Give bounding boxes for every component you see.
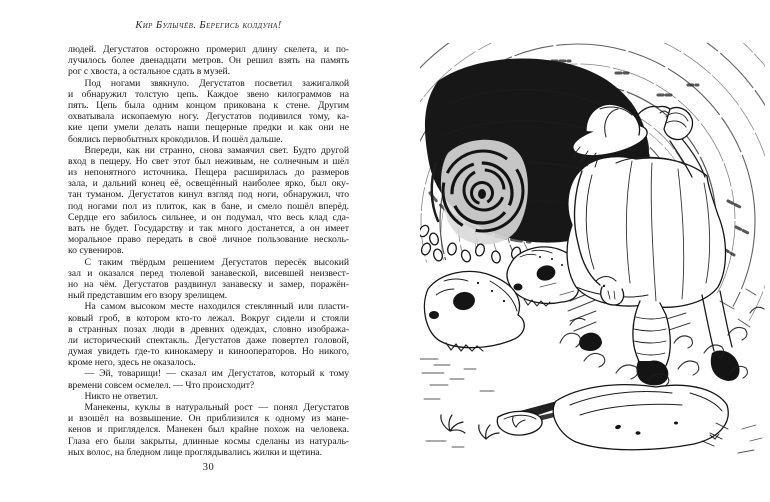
text-line: моральное право передать в своё личное пользование несколь- <box>68 234 349 246</box>
front-boot <box>637 360 669 385</box>
text-line: ковый гроб, в котором кто-то лежал. Вокруг сидели и стояли <box>68 312 349 324</box>
text-line: кие цепи умели делать наши пещерные предки и как они не <box>68 122 349 134</box>
page-number: 30 <box>202 461 215 473</box>
text-line: Сердце его забилось сильнее, и он подумал, что весь клад сда- <box>68 211 349 223</box>
text-line: и обнаружил толстую цепь. Каждое звено килограммов на <box>68 88 349 100</box>
text-line: — Эй, товарищи! — сказал им Дегустатов, который к тому <box>84 368 349 380</box>
text-column <box>68 44 349 458</box>
text-line: вать не будет. Государству и так много достанется, а он имеет <box>68 223 349 234</box>
text-line: думая увидеть где-то кинокамеру и кинооператоров. Но никого, <box>68 346 349 358</box>
man-figure <box>567 104 739 385</box>
text-line: рог с хвоста, а остальное сдать в музей. <box>68 66 231 78</box>
cave-illustration <box>420 43 765 455</box>
text-line: зал и оказался перед тюлевой занавеской, висевшей неизвест- <box>68 267 349 279</box>
left-shoe <box>579 333 602 351</box>
text-line: Впереди, как ни странно, снова замаячил свет. Будто другой <box>84 144 349 156</box>
text-line: Глаза его были закрыты, длинные космы сделаны из натураль- <box>68 435 349 447</box>
small-slab <box>497 411 542 435</box>
text-line: людей. Дегустатов осторожно промерил длину скелета, и по- <box>68 44 349 55</box>
text-line: кроме него, здесь не оказалось. <box>68 357 196 369</box>
text-line: охватывала ископаемую ногу. Дегустатов подивился тому, ка- <box>68 111 349 123</box>
flat-rock <box>516 385 728 450</box>
text-line: ли исторический спектакль. Дегустатов даже повертел головой, <box>68 334 349 346</box>
text-line: ко сувениров. <box>68 245 124 257</box>
rolled-cuff <box>664 107 693 139</box>
text-line: Манекены, куклы в натуральный рост — понял Дегустатов <box>84 402 349 413</box>
text-line: зала, и дальний конец её, освещённый наиболее ярко, был оку- <box>68 178 349 190</box>
text-line: ный представшим его взору зрелищем. <box>68 290 228 302</box>
text-line: ных волос, на бледном лице проглядывались жилки и щетина. <box>68 446 323 458</box>
left-page <box>68 20 349 473</box>
text-line: кенов и пригляделся. Манекен был крайне похож на человека. <box>68 424 349 436</box>
text-line: Никто не ответил. <box>84 390 159 402</box>
running-header: Кир Булычёв. Берегись колдуна! <box>135 20 282 31</box>
text-line: и взошёл на возвышение. Он приблизился к одному из мане- <box>68 413 349 425</box>
text-line: вход в пещеру. Но свет этот был неживым, не солнечным и шёл <box>68 155 349 167</box>
text-line: в странных позах люди в древних одеждах, словно изобража- <box>68 323 349 335</box>
text-line: боялись первобытных крокодилов. И пошёл дальше. <box>68 133 283 145</box>
left-hand <box>601 287 624 305</box>
rear-leg <box>702 291 732 351</box>
text-line: пять. Цепь была одним концом прикована к стене. Другим <box>68 99 349 111</box>
text-line: С таким твёрдым решением Дегустатов пересёк высокий <box>84 256 349 268</box>
text-line: Под ногами звякнуло. Дегустатов посветил зажигалкой <box>84 77 349 89</box>
text-line: лучилось более двенадцати метров. Он решил взять на память <box>68 55 349 67</box>
text-line: времени совсем осмелел. — Что происходит? <box>68 379 255 391</box>
text-line: но на чём. Дегустатов раздвинул занавеску и замер, поражён- <box>68 278 349 290</box>
rear-boot <box>711 351 740 382</box>
text-line: под ногами пол из плиток, как в бане, и смело пошёл вперёд. <box>68 200 349 212</box>
text-line: из непонятного источника. Пещера расширилась до размеров <box>68 167 349 179</box>
text-line: тан туманом. Дегустатов кинул взгляд под ноги, обнаружил, что <box>68 189 349 201</box>
text-line: На самом высоком месте находился стеклянный или пласти- <box>84 301 349 313</box>
